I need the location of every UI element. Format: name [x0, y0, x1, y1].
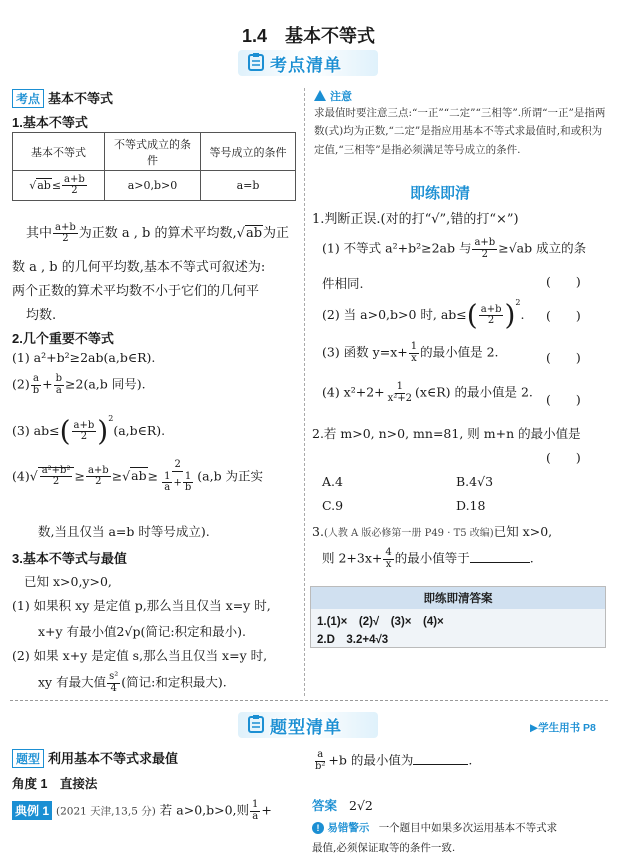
kaodian-tag: 考点 [12, 89, 44, 108]
answer-parens: ( ) [546, 350, 581, 365]
tixing-heading [12, 748, 178, 768]
lianqing-title: 即练即清 [410, 185, 471, 202]
alert-icon: ! [312, 822, 324, 834]
question-1: 1.判断正误.(对的打“√”,错的打“×”) [312, 212, 519, 227]
kaodian-banner-label: 考点清单 [270, 55, 342, 75]
student-book-ref: ▶学生用书 P8 [530, 722, 596, 734]
question-1-2: (2) 当 a>0,b>0 时, ab≤( $\frac{a+b}{2}$ )$^2$. [322, 298, 525, 332]
answer-line: 2.D 3.2+4√3 [317, 634, 389, 646]
page-title: 1.4 基本不等式 [241, 26, 376, 46]
example-tag: 典例 1 [12, 801, 52, 820]
inequality-3: (3) ab≤( $\frac{a+b}{2}$ )$^2$(a,b∈R). [12, 414, 166, 448]
answer-parens: ( ) [546, 392, 581, 407]
warning-line: 最值,必须保证取等的条件一致. [312, 842, 456, 854]
question-3: 则 2+3x+ $\frac{4}{x}$ 的最小值等于 . [322, 547, 534, 570]
table-header: 不等式成立的条件 [105, 133, 201, 171]
tixing-title: 利用基本不等式求最值 [48, 751, 179, 766]
text-line: 已知 x>0,y>0, [24, 574, 112, 589]
kaodian-title: 基本不等式 [48, 91, 114, 106]
option-b: B.4√3 [456, 474, 494, 489]
note-text: 求最值时要注意三点:“一正”“二定”“三相等”.所谓“一正”是指两数(式)均为正数,“二定”是指应用基本不等式求最值时,和或积为定值,“三相等”是指必须满足等号成立的条件. [314, 107, 606, 156]
note-heading: 注意 [314, 88, 352, 104]
text-line: 数 a , b 的几何平均数,基本不等式可叙述为: [12, 260, 266, 275]
inequality-table [12, 132, 296, 201]
table-header: 等号成立的条件 [201, 133, 296, 171]
section-2-title: 2.几个重要不等式 [12, 331, 114, 346]
text-line: 两个正数的算术平均数不小于它们的几何平 [12, 284, 260, 299]
example-1-cont: $\frac{a}{\text{b²}}$ +b 的最小值为 . [315, 749, 473, 772]
question-1-1: 件相同. [322, 276, 364, 291]
answer-parens: ( ) [546, 274, 581, 289]
table-header: 基本不等式 [13, 133, 105, 171]
clipboard-icon [248, 715, 264, 736]
tixing-banner [238, 712, 378, 738]
section-divider [10, 700, 608, 701]
kaodian-banner [238, 50, 378, 76]
question-1-3: (3) 函数 y=x+ $\frac{1}{x}$ 的最小值是 2. [322, 341, 499, 364]
answer-parens: ( ) [546, 450, 581, 465]
option-c: C.9 [322, 498, 344, 513]
inequality-2: (2) $\frac{a}{b}$ + $\frac{b}{a}$ ≥2(a,b 同号). [12, 373, 146, 396]
answer-box [310, 586, 606, 648]
section-1-title: 1.基本不等式 [12, 115, 88, 130]
kaodian-heading [12, 88, 113, 108]
question-2: 2.若 m>0, n>0, mn=81, 则 m+n 的最小值是 [312, 426, 581, 441]
question-3: 3.(人教 A 版必修第一册 P49 · T5 改编)已知 x>0, [312, 524, 553, 539]
tixing-banner-label: 题型清单 [270, 717, 342, 737]
clipboard-icon [248, 53, 264, 74]
option-d: D.18 [456, 498, 486, 513]
section-3-title: 3.基本不等式与最值 [12, 551, 127, 566]
angle-title: 角度 1 直接法 [12, 777, 98, 791]
option-a: A.4 [322, 474, 343, 489]
inequality-1: (1) a²+b²≥2ab(a,b∈R). [12, 350, 156, 365]
answer-parens: ( ) [546, 308, 581, 323]
answer-box-title: 即练即清答案 [311, 587, 605, 609]
tixing-tag: 题型 [12, 749, 44, 768]
warning-icon [314, 90, 326, 101]
text-line: 数,当且仅当 a=b 时等号成立). [38, 524, 210, 539]
inequality-4: (4)√ $\frac{\text{a²+b²}}{2}$ ≥ $\frac{a+b}{2}$ ≥√ab≥ 2 $\frac{1}{a}$ + $\frac{1}{b}$ (a,b 为正实 [12, 459, 264, 493]
answer-line: 答案 2√2 [312, 798, 373, 813]
answer-line: 1.(1)× (2)√ (3)× (4)× [317, 616, 444, 628]
table-cell: a>0,b>0 [105, 171, 201, 201]
text-line: xy 有最大值 $\frac{\text{s²}}{4}$ (简记:和定积最大). [38, 671, 227, 694]
example-1: 典例 1 (2021 天津,13,5 分) 若 a>0,b>0,则 $\frac{1}{a}$ + [12, 800, 272, 822]
column-divider [304, 88, 305, 696]
text-line: x+y 有最小值2√p(简记:积定和最小). [38, 624, 246, 639]
warning-line: ! 易错警示 一个题目中如果多次运用基本不等式求 [312, 820, 557, 835]
question-1-1: (1) 不等式 a²+b²≥2ab 与 $\frac{a+b}{2}$ ≥√ab 成立的条 [322, 237, 587, 260]
question-1-4: (4) x²+2+ $\frac{1}{\text{x²+2}}$ (x∈R) 的最小值是 2. [322, 381, 533, 404]
text-line: 其中 $\frac{a+b}{2}$ 为正数 a , b 的算术平均数,√ab为正 [26, 221, 290, 244]
text-line: (2) 如果 x+y 是定值 s,那么当且仅当 x=y 时, [12, 648, 268, 663]
text-line: 均数. [26, 308, 57, 323]
table-cell: a=b [201, 171, 296, 201]
text-line: (1) 如果积 xy 是定值 p,那么当且仅当 x=y 时, [12, 598, 271, 613]
table-cell: √ab≤ $\frac{a+b}{2}$ [13, 171, 105, 201]
